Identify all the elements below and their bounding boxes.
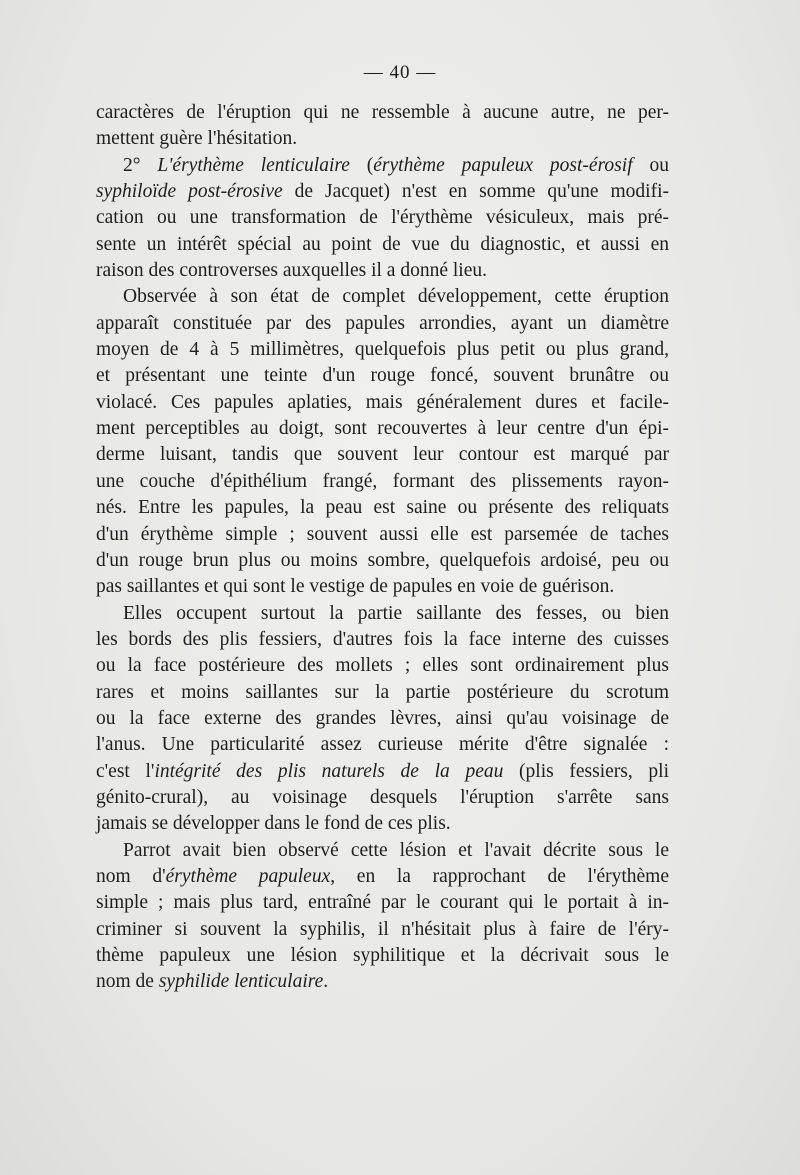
text-run: violacé. Ces papules aplaties, mais généralement dures et facile- xyxy=(96,391,669,413)
text-run: ou xyxy=(632,154,669,176)
text-run: (plis fessiers, pli xyxy=(503,760,669,782)
text-line xyxy=(96,811,669,837)
text-run: les bords des plis fessiers, d'autres fois la face interne des cuisses xyxy=(96,628,669,650)
text-run: de Jacquet) n'est en somme qu'une modifi- xyxy=(282,181,669,203)
text-line xyxy=(96,680,669,706)
text-run: d'un érythème simple ; souvent aussi elle est parsemée de taches xyxy=(96,523,669,545)
text-run: pas saillantes et qui sont le vestige de papules en voie de guérison. xyxy=(96,576,615,598)
text-run: rares et moins saillantes sur la partie postérieure du scrotum xyxy=(96,681,669,703)
italic-run: intégrité des plis naturels de la peau xyxy=(154,760,504,782)
text-run: génito-crural), au voisinage desquels l'éruption s'arrête sans xyxy=(96,786,669,808)
text-run: moyen de 4 à 5 millimètres, quelquefois plus petit ou plus grand, xyxy=(96,339,669,361)
text-line xyxy=(96,258,669,284)
text-run: et présentant une teinte d'un rouge foncé, souvent brunâtre ou xyxy=(96,365,669,387)
text-run: mettent guère l'hésitation. xyxy=(96,128,298,150)
text-line xyxy=(96,838,669,864)
text-line xyxy=(96,363,669,389)
text-line xyxy=(96,232,669,258)
text-line xyxy=(96,179,669,205)
text-run: criminer si souvent la syphilis, il n'hésitait plus à faire de l'éry- xyxy=(96,918,669,940)
text-line xyxy=(96,205,669,231)
text-line xyxy=(96,311,669,337)
text-run: simple ; mais plus tard, entraîné par le courant qui le portait à in- xyxy=(96,892,669,914)
text-line xyxy=(96,601,669,627)
text-line xyxy=(96,969,669,995)
text-run: raison des controverses auxquelles il a donné lieu. xyxy=(96,260,487,282)
text-run: sente un intérêt spécial au point de vue du diagnostic, et aussi en xyxy=(96,233,669,255)
text-line xyxy=(96,126,669,152)
text-run: cation ou une transformation de l'érythème vésiculeux, mais pré- xyxy=(96,207,669,229)
text-run: Parrot avait bien observé cette lésion et l'avait décrite sous le xyxy=(123,839,669,861)
italic-run: érythème papuleux post-érosif xyxy=(373,154,633,176)
text-line xyxy=(96,100,669,126)
text-line xyxy=(96,153,669,179)
text-run: ment perceptibles au doigt, sont recouvertes à leur centre d'un épi- xyxy=(96,418,669,440)
text-line xyxy=(96,785,669,811)
text-run: c'est l' xyxy=(96,760,155,782)
text-run: l'anus. Une particularité assez curieuse mérite d'être signalée : xyxy=(96,734,669,756)
text-line xyxy=(96,548,669,574)
italic-run: L'érythème lenticulaire xyxy=(157,154,350,176)
body-text xyxy=(96,100,669,996)
italic-run: érythème papuleux xyxy=(165,865,331,887)
text-run: 2° xyxy=(123,154,158,176)
text-line xyxy=(96,416,669,442)
text-run: d'un rouge brun plus ou moins sombre, quelquefois ardoisé, peu ou xyxy=(96,549,669,571)
text-run: Elles occupent surtout la partie saillante des fesses, ou bien xyxy=(123,602,669,624)
text-run: nom d' xyxy=(96,865,166,887)
text-run: derme luisant, tandis que souvent leur contour est marqué par xyxy=(96,444,669,466)
italic-run: syphiloïde post-érosive xyxy=(96,181,283,203)
text-run: ( xyxy=(349,154,374,176)
text-line xyxy=(96,337,669,363)
page-number: — 40 — xyxy=(363,62,437,83)
text-line xyxy=(96,574,669,600)
text-line xyxy=(96,706,669,732)
text-line xyxy=(96,917,669,943)
text-line xyxy=(96,284,669,310)
text-line xyxy=(96,864,669,890)
text-line xyxy=(96,390,669,416)
text-line xyxy=(96,469,669,495)
text-line xyxy=(96,890,669,916)
text-line xyxy=(96,522,669,548)
text-run: thème papuleux une lésion syphilitique et la décrivait sous le xyxy=(96,945,669,966)
text-line xyxy=(96,653,669,679)
text-line xyxy=(96,627,669,653)
text-run: , en la rapprochant de l'érythème xyxy=(330,865,670,887)
text-run: apparaît constituée par des papules arrondies, ayant un diamètre xyxy=(96,312,669,334)
italic-run: syphilide lenticulaire xyxy=(158,971,324,993)
text-run: une couche d'épithélium frangé, formant des plissements rayon- xyxy=(96,470,669,492)
text-line xyxy=(96,732,669,758)
text-run: Observée à son état de complet développement, cette éruption xyxy=(123,286,669,308)
text-run: nom de xyxy=(96,971,159,993)
text-line xyxy=(96,759,669,785)
text-line xyxy=(96,495,669,521)
text-run: jamais se développer dans le fond de ces plis. xyxy=(96,813,451,835)
text-run: ou la face externe des grandes lèvres, ainsi qu'au voisinage de xyxy=(96,707,669,729)
text-run: ou la face postérieure des mollets ; elles sont ordinairement plus xyxy=(96,655,669,677)
text-run: . xyxy=(323,971,329,993)
text-run: nés. Entre les papules, la peau est saine ou présente des reliquats xyxy=(96,497,669,519)
text-line xyxy=(96,442,669,468)
text-line xyxy=(96,943,669,969)
text-run: caractères de l'éruption qui ne ressemble à aucune autre, ne per- xyxy=(96,102,669,123)
